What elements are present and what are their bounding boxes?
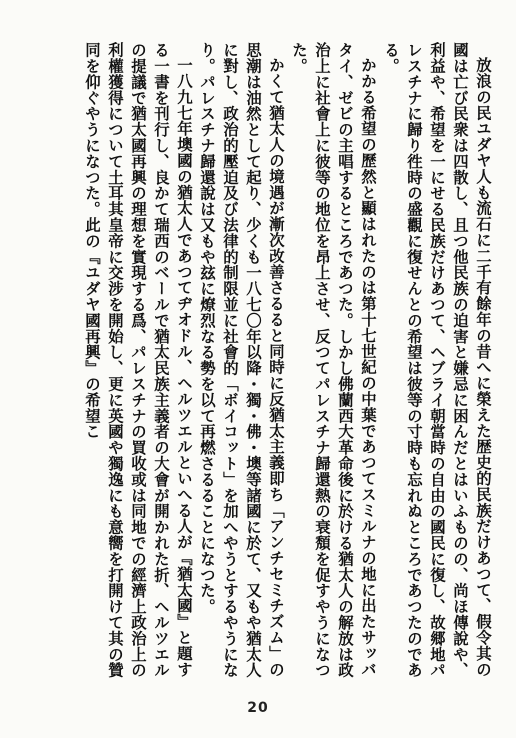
paragraph-4: 一八九七年墺國の猶太人であつてヂオドル、ヘルツエルといへる人が『猶太國』と題する一書を刊行し、良かて瑞西のベールで猶太民族主義者の大會が開かれた折、ヘルツエルの提議で猶太國再興の理想を實現する爲、パレスチナの買收或は同地での經濟上政治上の利權獲得について土耳其皇帝に交涉を開始し、更に英國や獨逸にも意嚮を打開けて其の贊同を仰ぐやうになつた。此の『ユダヤ國再興』の希望こ xyxy=(83,42,193,678)
page-number: 20 xyxy=(247,700,269,716)
paragraph-2: かかる希望の歷然と顯はれたのは第十七世紀の中葉であつてスミルナの地に出たサッバタイ、ゼビの主唱するところであつた。しかし佛蘭西大革命後に於ける猶太人の解放は政治上に社會上に彼等の地位を昂上させ、反つてパレスチナ歸還熱の衰頽を促すやうになつた。 xyxy=(290,42,377,678)
paragraph-3: かくて猶太人の境遇が漸次改善さるると同時に反猶太主義即ち「アンチセミチズム」の思潮は油然として起り、少くも一八七〇年以降・獨・佛・墺等諸國に於て、又もや猶太人に對し、政治的壓迫及び法律的制限並に社會的「ボイコット」を加へやうとするやうになり。パレスチナ歸還說は又もや玆に燎烈なる勢を以て再燃さるることになつた。 xyxy=(198,42,285,678)
vertical-text-body xyxy=(22,42,494,678)
paragraph-1: 放浪の民ユダヤ人も流石に二千有餘年の昔へに榮えた歴史的民族だけあつて、假令其の國は亡び民衆は四散し、且つ他民族の迫害と嫌忌に困んだとはいふものの、尚ほ傳說や、利益や、希望を一にせる民族だけあつて、ヘブライ朝當時の自由の國民に復し、故郷地パレスチナに歸り徃時の盛觀に復せんとの希望は彼等の寸時も忘れぬところであつたのである。 xyxy=(382,42,492,678)
